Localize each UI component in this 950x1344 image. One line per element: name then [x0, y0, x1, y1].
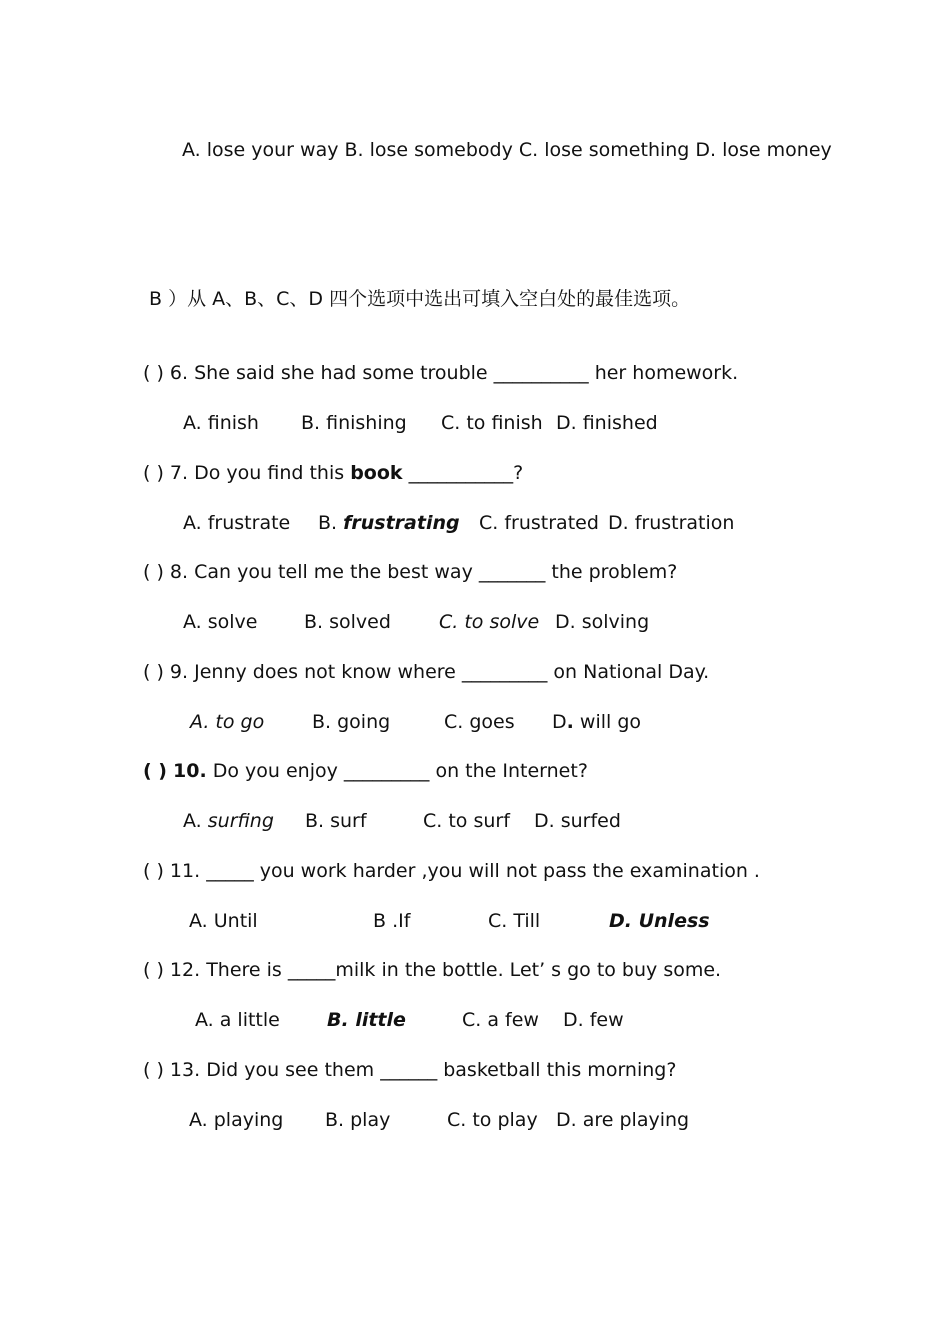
option-d: D. Unless	[609, 910, 710, 932]
answer-paren: ( )	[143, 860, 164, 882]
option-a: A. frustrate	[183, 512, 291, 534]
option-b: B. finishing	[301, 412, 407, 434]
option-c: C. to finish	[441, 412, 543, 434]
option-d: D. finished	[556, 412, 658, 434]
answer-paren: ( )	[143, 959, 164, 981]
question-text: _____ you work harder ,you will not pass the examination .	[206, 860, 760, 882]
question-11	[143, 858, 760, 884]
option-d-letter: D	[552, 711, 567, 733]
option-b	[318, 510, 460, 536]
question-number: 9.	[169, 661, 189, 683]
question-text: She said she had some trouble __________ her homework.	[194, 362, 739, 384]
option-d: D. solving	[555, 611, 650, 633]
question-number: 7.	[169, 462, 189, 484]
question-8	[143, 559, 677, 585]
section-b-instruction: B ）从 A、B、C、D 四个选项中选出可填入空白处的最佳选项。	[149, 288, 691, 310]
question-7	[143, 460, 523, 486]
option-b: B .If	[373, 910, 411, 932]
option-b: B. solved	[304, 611, 391, 633]
option-a: A. to go	[190, 711, 265, 733]
question-number: 12.	[169, 959, 201, 981]
answer-paren: ( )	[143, 661, 164, 683]
answer-paren: ( )	[143, 362, 164, 384]
option-d: D. frustration	[608, 512, 735, 534]
option-d: D. surfed	[534, 810, 621, 832]
option-a-letter: A.	[183, 810, 208, 832]
question-text-end: ___________?	[402, 462, 524, 484]
option-b: B. surf	[305, 810, 367, 832]
option-c: C. a few	[462, 1009, 539, 1031]
option-a	[183, 808, 274, 834]
question-9	[143, 659, 709, 685]
option-a: A. playing	[189, 1109, 284, 1131]
option-a: A. finish	[183, 412, 259, 434]
option-d: D. are playing	[556, 1109, 690, 1131]
option-c: C. to play	[447, 1109, 538, 1131]
question-text: Did you see them ______ basketball this morning?	[206, 1059, 677, 1081]
question-text: Can you tell me the best way _______ the problem?	[194, 561, 678, 583]
question-10	[143, 758, 588, 784]
answer-paren: ( )	[143, 1059, 164, 1081]
option-b-answer: frustrating	[343, 512, 460, 534]
option-b: B. little	[327, 1009, 406, 1031]
question-number: 13.	[169, 1059, 201, 1081]
question-number: 11.	[169, 860, 201, 882]
answer-paren: ( )	[143, 561, 164, 583]
question-12	[143, 957, 721, 983]
question-text-bold: book	[350, 462, 403, 484]
question-number: 10.	[173, 760, 207, 782]
answer-paren: ( )	[143, 462, 164, 484]
option-d: D. few	[563, 1009, 624, 1031]
question-number: 6.	[169, 362, 189, 384]
option-c: C. frustrated	[479, 512, 599, 534]
option-a-answer: surfing	[207, 810, 274, 832]
option-d	[552, 709, 641, 735]
question-text: Jenny does not know where _________ on National Day.	[194, 661, 710, 683]
question-6	[143, 360, 738, 386]
option-b: B. going	[312, 711, 391, 733]
question-13	[143, 1057, 676, 1083]
option-c: C. to solve	[439, 611, 540, 633]
option-c: C. Till	[488, 910, 541, 932]
question-text: There is _____milk in the bottle. Let’ s go to buy some.	[206, 959, 722, 981]
option-c: C. to surf	[423, 810, 510, 832]
question-text: Do you find this	[194, 462, 351, 484]
answer-paren: ( )	[143, 760, 167, 782]
option-c: C. goes	[444, 711, 515, 733]
question-number: 8.	[169, 561, 189, 583]
option-d-dot: .	[566, 711, 574, 733]
option-a: A. Until	[189, 910, 258, 932]
option-d-text: will go	[573, 711, 641, 733]
top-options-line: A. lose your way B. lose somebody C. lose something D. lose money	[182, 139, 832, 161]
option-a: A. solve	[183, 611, 258, 633]
option-b: B. play	[325, 1109, 391, 1131]
option-a: A. a little	[195, 1009, 280, 1031]
option-b-letter: B.	[318, 512, 344, 534]
question-text: Do you enjoy _________ on the Internet?	[212, 760, 588, 782]
